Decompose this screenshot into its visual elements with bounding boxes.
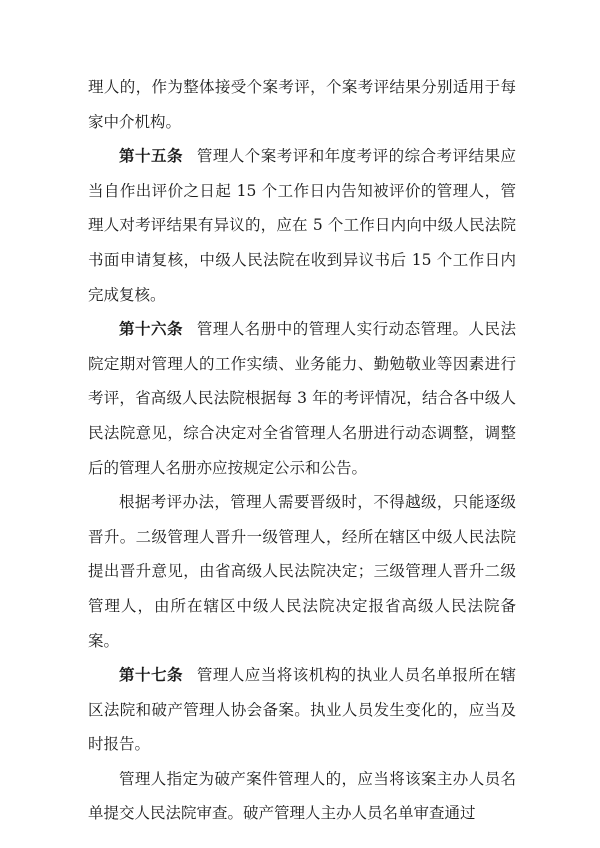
article-number: 第十五条 — [119, 147, 183, 166]
paragraph-text: 管理人个案考评和年度考评的综合考评结果应当自作出评价之日起 15 个工作日内告知被评价的管理人，管理人对考评结果有异议的，应在 5 个工作日内向中级人民法院书面申请复核，中级人民法院在收到异议书后 15 个工作日内完成复核。 — [88, 147, 516, 304]
paragraph-continuation — [88, 70, 516, 139]
paragraph-text: 理人的，作为整体接受个案考评，个案考评结果分别适用于每家中介机构。 — [88, 78, 516, 131]
article-15-paragraph — [88, 139, 516, 312]
article-16-paragraph — [88, 312, 516, 485]
paragraph-text: 管理人应当将该机构的执业人员名单报所在辖区法院和破产管理人协会备案。执业人员发生变化的，应当及时报告。 — [88, 666, 516, 754]
article-17-sub-paragraph — [88, 762, 516, 831]
article-number: 第十六条 — [119, 320, 183, 339]
article-number: 第十七条 — [119, 666, 183, 685]
paragraph-text: 管理人指定为破产案件管理人的，应当将该案主办人员名单提交人民法院审查。破产管理人主办人员名单审查通过 — [88, 769, 516, 823]
paragraph-text: 管理人名册中的管理人实行动态管理。人民法院定期对管理人的工作实绩、业务能力、勤勉敬业等因素进行考评，省高级人民法院根据每 3 年的考评情况，结合各中级人民法院意见，综合决定对全省管理人名册进行动态调整，调整后的管理人名册亦应按规定公示和公告。 — [88, 320, 516, 477]
article-16-sub-paragraph — [88, 485, 516, 658]
paragraph-text: 根据考评办法，管理人需要晋级时，不得越级，只能逐级晋升。二级管理人晋升一级管理人，经所在辖区中级人民法院提出晋升意见，由省高级人民法院决定；三级管理人晋升二级管理人，由所在辖区中级人民法院决定报省高级人民法院备案。 — [88, 493, 516, 650]
document-body — [88, 70, 516, 831]
article-17-paragraph — [88, 658, 516, 762]
